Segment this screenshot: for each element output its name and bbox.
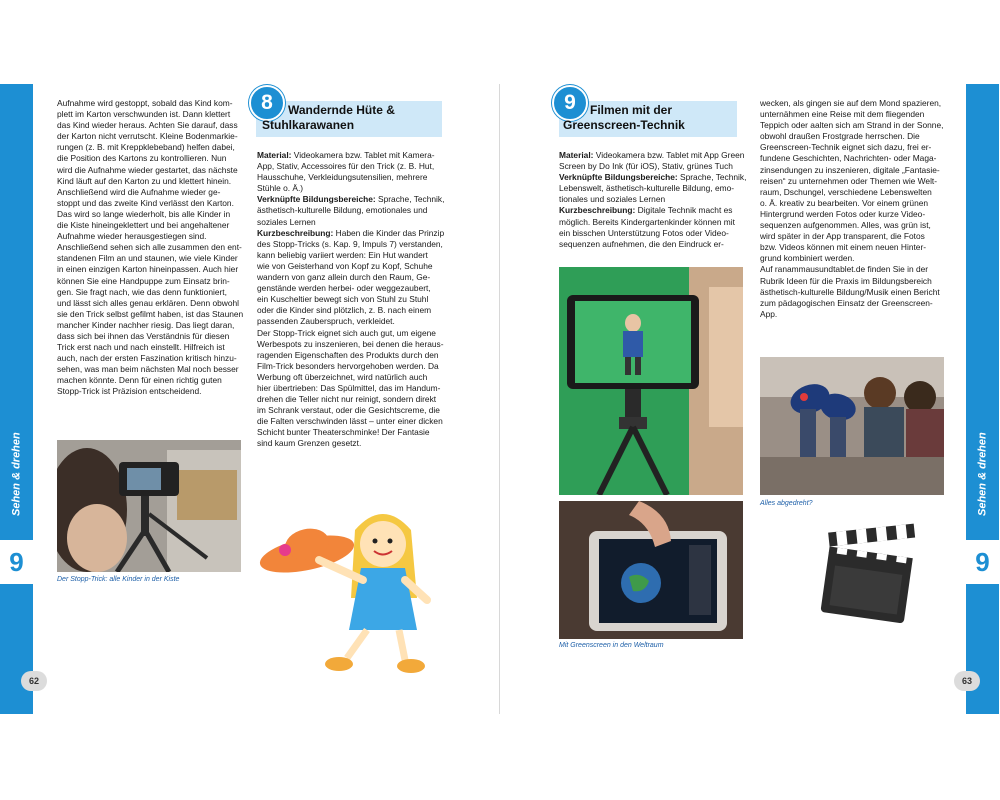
- field-text: sequenzen aufnehmen, die den Eindruck er-: [559, 238, 724, 249]
- impulse-8-body: [257, 150, 447, 450]
- text-line: [559, 239, 749, 250]
- section-tab-left: [0, 84, 33, 714]
- text-line: [559, 161, 749, 172]
- page-number-right: 63: [954, 671, 980, 691]
- field-text: Sprache, Technik,: [677, 172, 747, 183]
- photo-greenscreen-space: [559, 501, 743, 639]
- text-line: [257, 183, 447, 194]
- field-text: ragenden Eigenschaften des Produkts durch den: [257, 349, 439, 360]
- text-line: [257, 294, 447, 305]
- text-line: sequenzen aufgenommen. Alles, was grün ist,: [760, 220, 931, 231]
- field-text: kann beliebig variiert werden: Ein Hut wandert: [257, 249, 428, 260]
- photo-stop-trick: [57, 440, 241, 572]
- text-line: in einen einzigen Karton hineinpassen. Auch hier: [57, 264, 239, 275]
- text-line: [257, 283, 447, 294]
- text-line: stoppt und das zweite Kind verlässt den Karton.: [57, 197, 234, 208]
- field-text: passenden Zauberspruch, verkleidet.: [257, 316, 395, 327]
- text-line: [257, 250, 447, 261]
- field-label: Verknüpfte Bildungsbereiche:: [559, 172, 678, 183]
- text-line: bzw. Videos können mit einem neuen Hinter-: [760, 242, 927, 253]
- text-line: [257, 416, 447, 427]
- field-text: ästhetisch-kulturelle Bildung, emotionales und: [257, 205, 428, 216]
- impulse-9-title-line1: Filmen mit der: [590, 103, 673, 117]
- section-tab-right: [966, 84, 999, 714]
- field-label: Material:: [559, 150, 594, 160]
- text-line: unternähmen eine Reise mit dem fliegenden: [760, 109, 925, 120]
- caption-weltraum: Mit Greenscreen in den Weltraum: [559, 642, 664, 649]
- text-line: [257, 161, 447, 172]
- caption-stop-trick: Der Stopp-Trick: alle Kinder in der Kiste: [57, 576, 180, 583]
- text-line: machen könnte. Denn für einen richtig guten: [57, 375, 222, 386]
- left-column-text: [57, 98, 245, 398]
- field-label: Material:: [257, 150, 292, 160]
- text-line: Kind läuft auf den Karton zu und klettert hinein.: [57, 175, 232, 186]
- impulse-8-number: 8: [249, 85, 285, 121]
- text-line: Anschließend wird die Aufnahme wieder ge-: [57, 186, 221, 197]
- cartoon-girl-illustration: [255, 500, 435, 680]
- chapter-chip: 9: [0, 540, 33, 584]
- text-line: Greenscreen-Technik eignet sich dazu, frei er-: [760, 142, 932, 153]
- text-line: [559, 194, 749, 205]
- text-line: Teppich oder aalten sich am Strand in der Sonne,: [760, 120, 944, 131]
- field-text: des Stopp-Tricks (s. Kap. 9, Impuls 7) verstanden,: [257, 238, 443, 249]
- field-text: Lebenswelt, ästhetisch-kulturelle Bildung, emo-: [559, 183, 735, 194]
- field-text: tionales und soziales Lernen: [559, 194, 666, 205]
- text-line: [257, 261, 447, 272]
- field-text: wandern von ganz allein durch den Raum, Ge-: [257, 272, 431, 283]
- text-line: auch, nach der ersten Faszination kritisch hinzu-: [57, 353, 237, 364]
- text-line: [257, 328, 447, 339]
- text-line: Trick erst nach und nach einstellt. Hilfreich ist: [57, 342, 225, 353]
- text-line: App.: [760, 308, 778, 319]
- text-line: zum pädagogischen Einsatz der Greenscreen-: [760, 297, 933, 308]
- text-line: [257, 150, 447, 161]
- page-number-left: 62: [21, 671, 47, 691]
- text-line: Hintergrund werden Fotos oder kurze Video-: [760, 208, 926, 219]
- field-text: im Schrank verstaut, oder die Gesichtscreme, die: [257, 405, 440, 416]
- field-text: Haben die Kinder das Prinzip: [333, 227, 445, 238]
- field-text: Videokamera bzw. Tablet mit App Green: [593, 150, 745, 160]
- text-line: [559, 172, 749, 183]
- text-line: [257, 272, 447, 283]
- text-line: raum, Dschungel, verschiedene Lebenswelten: [760, 186, 932, 197]
- text-line: [257, 217, 447, 228]
- text-line: Aufnahme wieder herausgestiegen sind.: [57, 231, 207, 242]
- field-text: Film-Trick besonders hervorgehoben werden. Da: [257, 360, 439, 371]
- text-line: Anschließend sehen sich alle zusammen den ent-: [57, 242, 242, 253]
- text-line: [257, 316, 447, 327]
- text-line: die Position des Kartons zu kontrollieren. Nun: [57, 153, 227, 164]
- text-line: können Sie eine Handpuppe zum Einsatz brin-: [57, 275, 230, 286]
- text-line: [559, 228, 749, 239]
- text-line: Rubrik Ideen für die Praxis im Bildungsbereich: [760, 275, 932, 286]
- text-line: [257, 194, 447, 205]
- field-text: soziales Lernen: [257, 216, 316, 227]
- text-line: gen. Sie fragt nach, wie das denn funktioniert,: [57, 286, 227, 297]
- field-text: ein Kuscheltier bewegt sich von Stuhl zu Stuhl: [257, 294, 429, 305]
- field-text: hier übertrieben: Das Spülmittel, das im Handum-: [257, 382, 441, 393]
- text-line: Auf ranammausundtablet.de finden Sie in der: [760, 264, 929, 275]
- text-line: [257, 405, 447, 416]
- text-line: [257, 305, 447, 316]
- text-line: [559, 150, 749, 161]
- field-text: Screen by Do Ink (für iOS), Stativ, grünes Tuch: [559, 161, 733, 172]
- field-text: Werbespots zu inszenieren, bei denen die heraus-: [257, 338, 444, 349]
- text-line: [257, 383, 447, 394]
- field-text: drehen die Teller nicht nur reinigt, sondern direkt: [257, 394, 437, 405]
- section-tab-label: Sehen & drehen: [976, 432, 989, 516]
- text-line: obwohl draußen Frostgrade herrschen. Die: [760, 131, 920, 142]
- text-line: plett im Karton verschwunden ist. Dann klettert: [57, 109, 231, 120]
- field-text: wie von Geisterhand von Kopf zu Kopf, Schuhe: [257, 260, 433, 271]
- field-text: Werbung oft überzeichnet, wird natürlich auch: [257, 371, 428, 382]
- impulse-9-number: 9: [552, 85, 588, 121]
- text-line: [257, 394, 447, 405]
- text-line: [559, 183, 749, 194]
- text-line: fundene Geschichten, Nachrichten- oder Maga-: [760, 153, 937, 164]
- field-text: Digitale Technik macht es: [635, 205, 733, 216]
- field-text: genstände werden herbei- oder weggezaubert,: [257, 283, 431, 294]
- impulse-9-title-line2: Greenscreen-Technik: [563, 118, 685, 132]
- text-line: und lässt sich alles genau erklären. Denn obwohl: [57, 297, 240, 308]
- text-line: [257, 228, 447, 239]
- field-text: die Falten verschwinden lässt – unter einer dicken: [257, 416, 443, 427]
- impulse-8-title-line2: Stuhlkarawanen: [262, 118, 355, 132]
- right-column-text: [760, 98, 950, 320]
- field-text: Sprache, Technik,: [375, 194, 445, 205]
- text-line: wird später in der App transparent, die Fotos: [760, 231, 925, 242]
- text-line: [257, 339, 447, 350]
- field-label: Kurzbeschreibung:: [559, 205, 636, 216]
- field-text: App, Stativ, Accessoires für den Trick (z. B. Hut,: [257, 161, 435, 172]
- text-line: wecken, als gingen sie auf dem Mond spazieren,: [760, 98, 942, 108]
- text-line: [257, 361, 447, 372]
- text-line: [559, 217, 749, 228]
- text-line: [257, 372, 447, 383]
- field-text: oder die Kinder sind plötzlich, z. B. nach einem: [257, 305, 432, 316]
- text-line: zinsendungen zu inszenieren, digitale „Fantasie-: [760, 164, 940, 175]
- text-line: [257, 350, 447, 361]
- photo-greenscreen-tablet: [559, 267, 743, 495]
- text-line: Aufnahme wird gestoppt, sobald das Kind kom-: [57, 98, 233, 108]
- field-text: sind kaum Grenzen gesetzt.: [257, 438, 362, 449]
- text-line: [257, 172, 447, 183]
- book-gutter: [499, 84, 500, 714]
- text-line: [257, 239, 447, 250]
- field-text: Schicht bunter Theaterschminke! Der Fantasie: [257, 427, 430, 438]
- text-line: rungen (z. B. mit Kreppklebeband) helfen dabei,: [57, 142, 235, 153]
- impulse-9-body: [559, 150, 749, 250]
- text-line: sehen, was man beim nächsten Mal noch besser: [57, 364, 239, 375]
- text-line: o. Ä. kreativ zu bearbeiten. Vor einem grünen: [760, 197, 929, 208]
- text-line: wird die Aufnahme wieder gestartet, das nächste: [57, 164, 238, 175]
- text-line: grund kombiniert werden.: [760, 253, 855, 264]
- text-line: [559, 205, 749, 216]
- text-line: Stopp-Trick ist Präzision entscheidend.: [57, 386, 202, 397]
- field-text: Hausschuhe, Verkleidungsutensilien, mehrere: [257, 172, 428, 183]
- field-label: Verknüpfte Bildungsbereiche:: [257, 194, 376, 205]
- photo-alles-abgedreht: [760, 357, 944, 495]
- text-line: [257, 438, 447, 449]
- text-line: sie den Trick selbst gefilmt haben, ist das Staunen: [57, 308, 244, 319]
- field-text: möglich. Bereits Kindergartenkinder können mit: [559, 216, 735, 227]
- field-text: Stühle o. Ä.): [257, 183, 304, 194]
- text-line: [257, 205, 447, 216]
- impulse-8-title-line1: Wandernde Hüte &: [288, 103, 395, 117]
- chapter-chip: 9: [966, 540, 999, 584]
- text-line: Das wird so lange wiederholt, bis alle Kinder in: [57, 208, 231, 219]
- text-line: das Kind wieder heraus. Achten Sie darauf, dass: [57, 120, 238, 131]
- text-line: reisen“ zu unternehmen oder Themen wie Welt-: [760, 175, 938, 186]
- text-line: der Karton nicht verrutscht. Kleine Bodenmarkie-: [57, 131, 238, 142]
- section-tab-label: Sehen & drehen: [10, 432, 23, 516]
- clapperboard-icon: [812, 520, 922, 630]
- field-text: ein bisschen Unterstützung Fotos oder Video-: [559, 227, 729, 238]
- text-line: [257, 427, 447, 438]
- caption-abgedreht: Alles abgedreht?: [760, 500, 813, 507]
- text-line: ästhetisch-kulturelle Bildung/Musik einen Bericht: [760, 286, 940, 297]
- text-line: dass sich bei ihnen das Verständnis für diesen: [57, 330, 230, 341]
- field-text: Videokamera bzw. Tablet mit Kamera-: [291, 150, 435, 160]
- text-line: standenen Film an und staunen, wie viele Kinder: [57, 253, 238, 264]
- field-label: Kurzbeschreibung:: [257, 227, 334, 238]
- text-line: die Kiste hineingeklettert und bei angehaltener: [57, 220, 230, 231]
- text-line: mancher Kinder nachher riesig. Das liegt daran,: [57, 319, 235, 330]
- field-text: Der Stopp-Trick eignet sich auch gut, um eigene: [257, 327, 436, 338]
